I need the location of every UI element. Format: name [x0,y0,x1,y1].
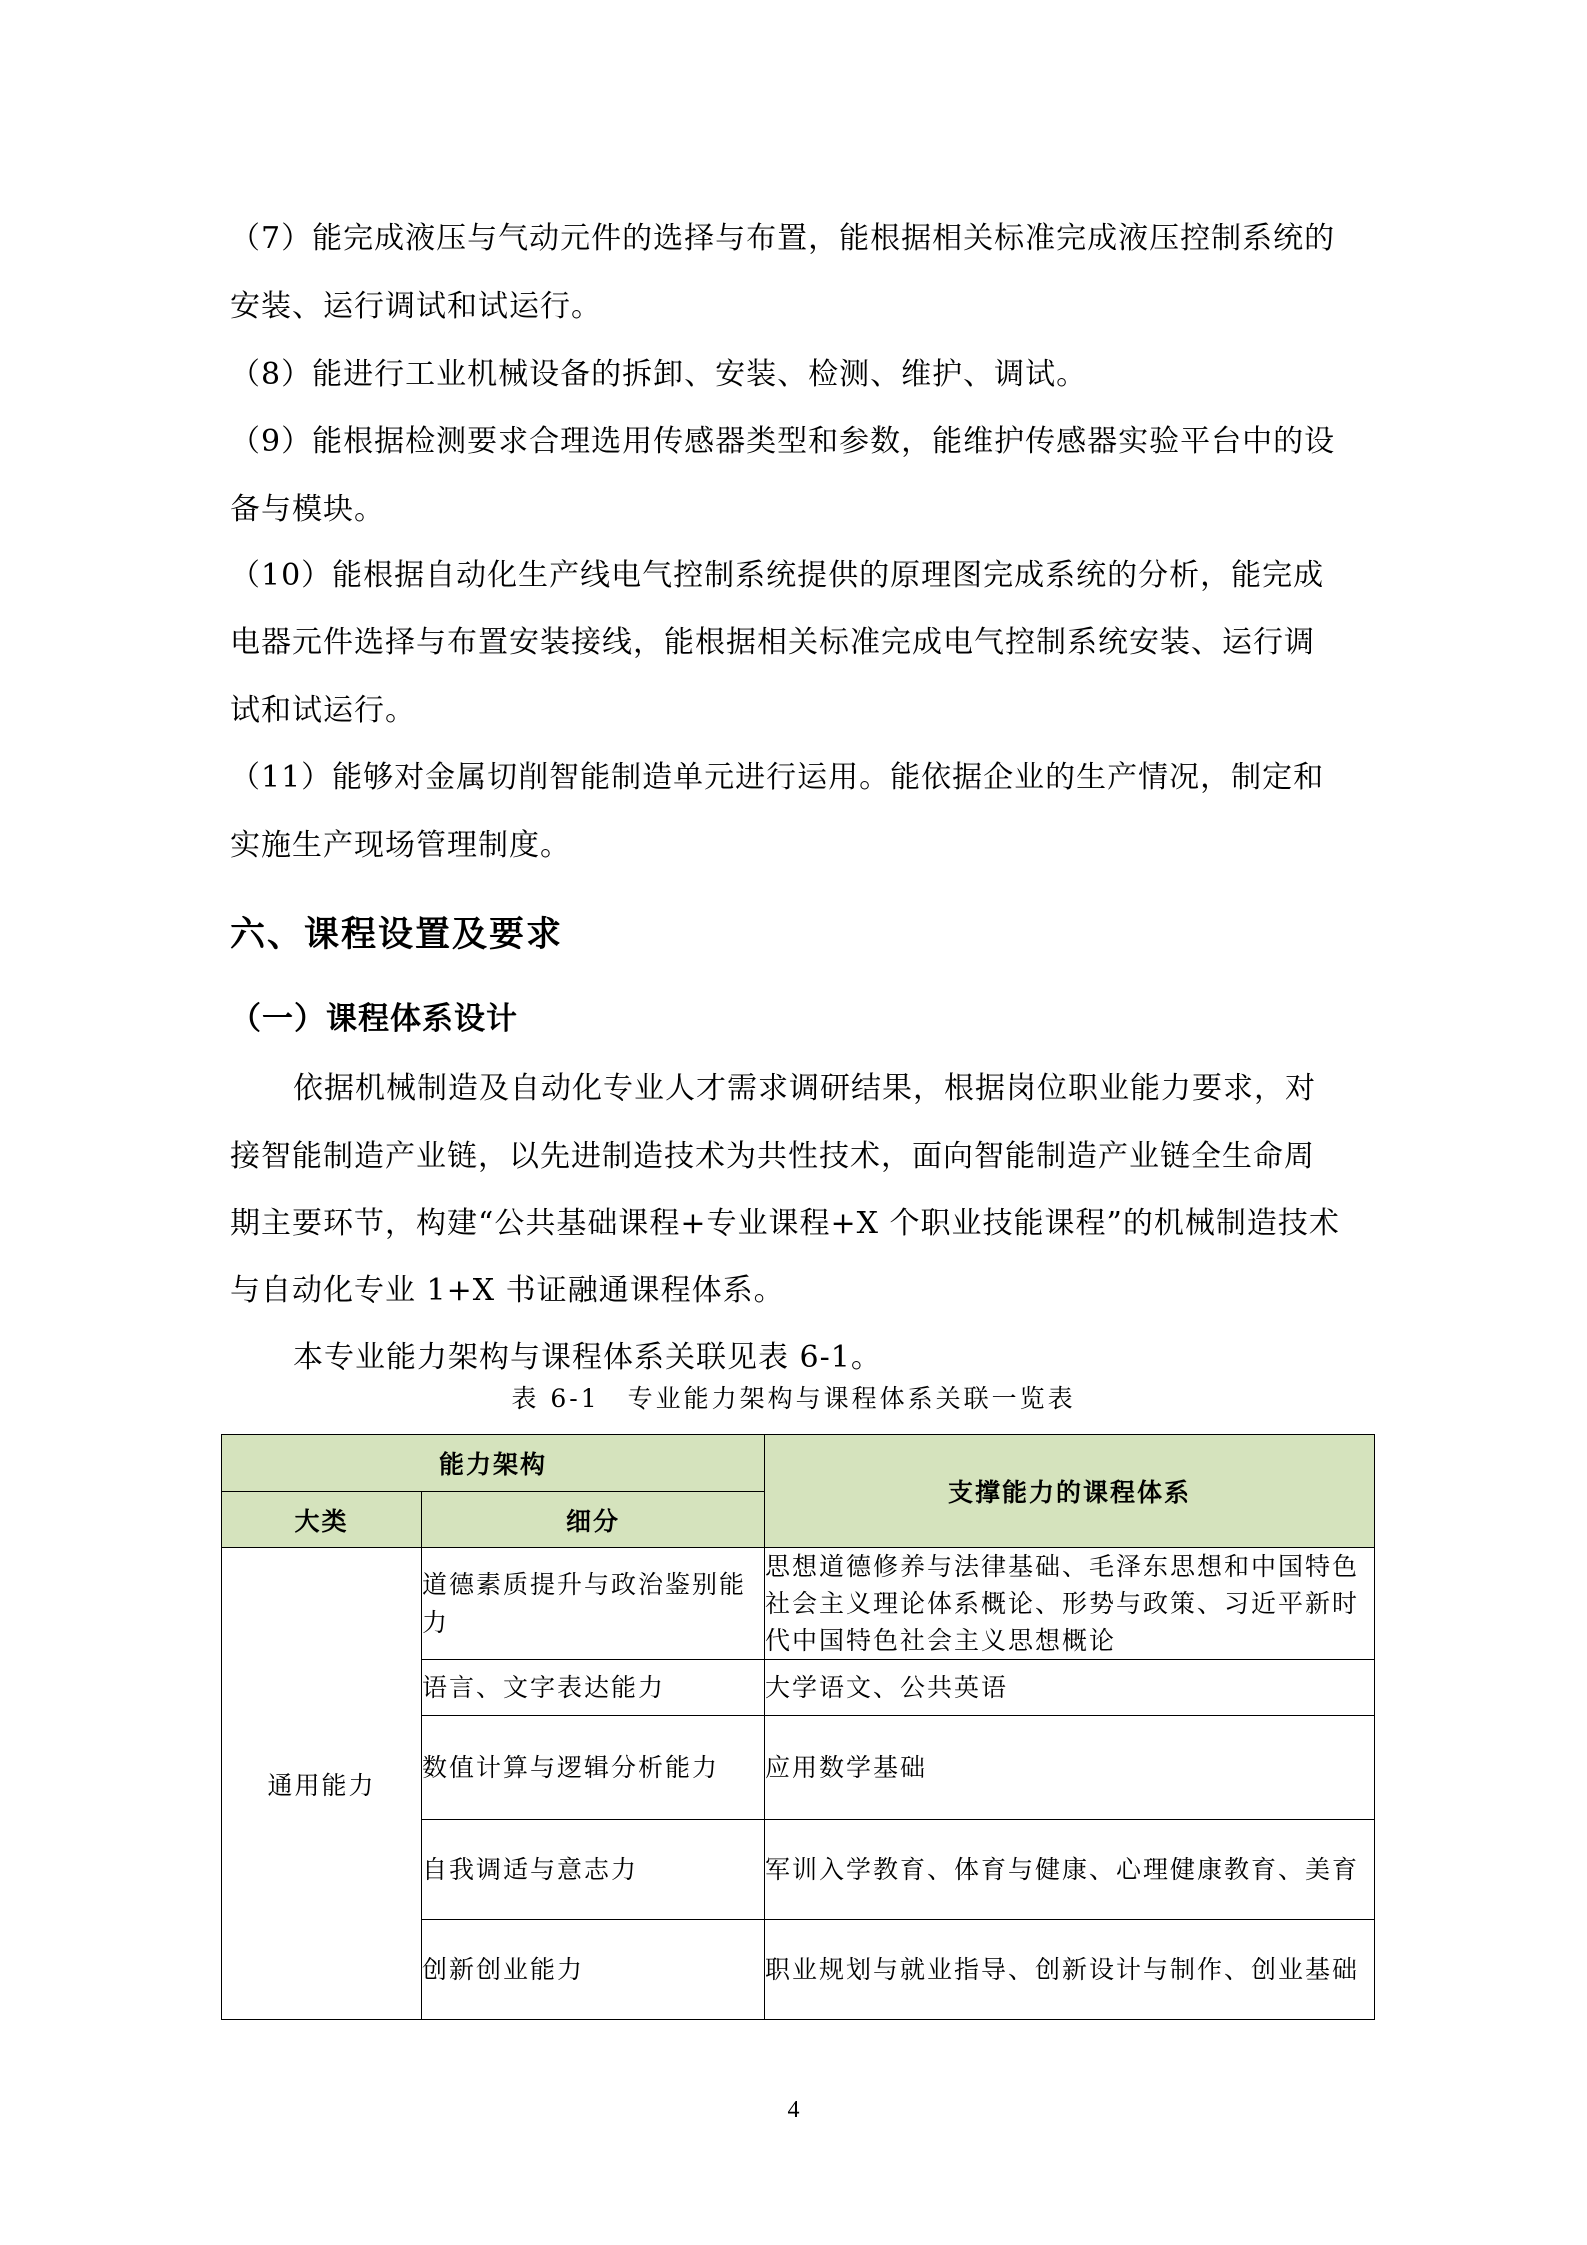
header-category: 大类 [222,1492,422,1548]
table-header-row [222,1435,1375,1492]
course-cell: 职业规划与就业指导、创新设计与制作、创业基础 [765,1920,1375,2020]
table-row [222,1548,1375,1660]
subsection-title: （一）课程体系设计 [230,1001,518,1037]
course-cell: 大学语文、公共英语 [765,1660,1375,1716]
subdivision-cell: 语言、文字表达能力 [422,1660,765,1716]
body-line: （8）能进行工业机械设备的拆卸、安装、检测、维护、调试。 [230,357,1088,392]
body-line: 实施生产现场管理制度。 [230,828,571,863]
body-line: （7）能完成液压与气动元件的选择与布置，能根据相关标准完成液压控制系统的 [230,221,1336,256]
intro-line: 与自动化专业 1+X 书证融通课程体系。 [230,1273,785,1308]
course-cell: 思想道德修养与法律基础、毛泽东思想和中国特色社会主义理论体系概论、形势与政策、习近平新时代中国特色社会主义思想概论 [765,1548,1375,1660]
ability-course-table [221,1434,1375,2020]
subdivision-cell: 自我调适与意志力 [422,1820,765,1920]
intro-line: 本专业能力架构与课程体系关联见表 6-1。 [293,1340,882,1375]
intro-line: 接智能制造产业链，以先进制造技术为共性技术，面向智能制造产业链全生命周 [230,1139,1315,1174]
intro-line: 期主要环节，构建“公共基础课程+专业课程+X 个职业技能课程”的机械制造技术 [230,1206,1340,1241]
header-ability-structure: 能力架构 [222,1435,765,1492]
subdivision-cell: 数值计算与逻辑分析能力 [422,1716,765,1820]
body-line: （10）能根据自动化生产线电气控制系统提供的原理图完成系统的分析，能完成 [230,558,1325,593]
subdivision-cell: 道德素质提升与政治鉴别能力 [422,1548,765,1660]
body-line: 备与模块。 [230,492,385,527]
section-title: 六、课程设置及要求 [230,915,564,955]
table-caption: 表 6-1 专业能力架构与课程体系关联一览表 [511,1384,1076,1413]
category-cell: 通用能力 [222,1548,422,2020]
body-line: （9）能根据检测要求合理选用传感器类型和参数，能维护传感器实验平台中的设 [230,424,1336,459]
body-line: 电器元件选择与布置安装接线，能根据相关标准完成电气控制系统安装、运行调 [230,625,1315,660]
subdivision-cell: 创新创业能力 [422,1920,765,2020]
intro-line: 依据机械制造及自动化专业人才需求调研结果，根据岗位职业能力要求，对 [293,1071,1316,1106]
body-line: （11）能够对金属切削智能制造单元进行运用。能依据企业的生产情况，制定和 [230,760,1325,795]
page-number: 4 [787,2097,800,2123]
body-line: 试和试运行。 [230,693,416,728]
header-subdivision: 细分 [422,1492,765,1548]
body-line: 安装、运行调试和试运行。 [230,289,602,324]
header-course-system: 支撑能力的课程体系 [765,1435,1375,1548]
course-cell: 军训入学教育、体育与健康、心理健康教育、美育 [765,1820,1375,1920]
course-cell: 应用数学基础 [765,1716,1375,1820]
